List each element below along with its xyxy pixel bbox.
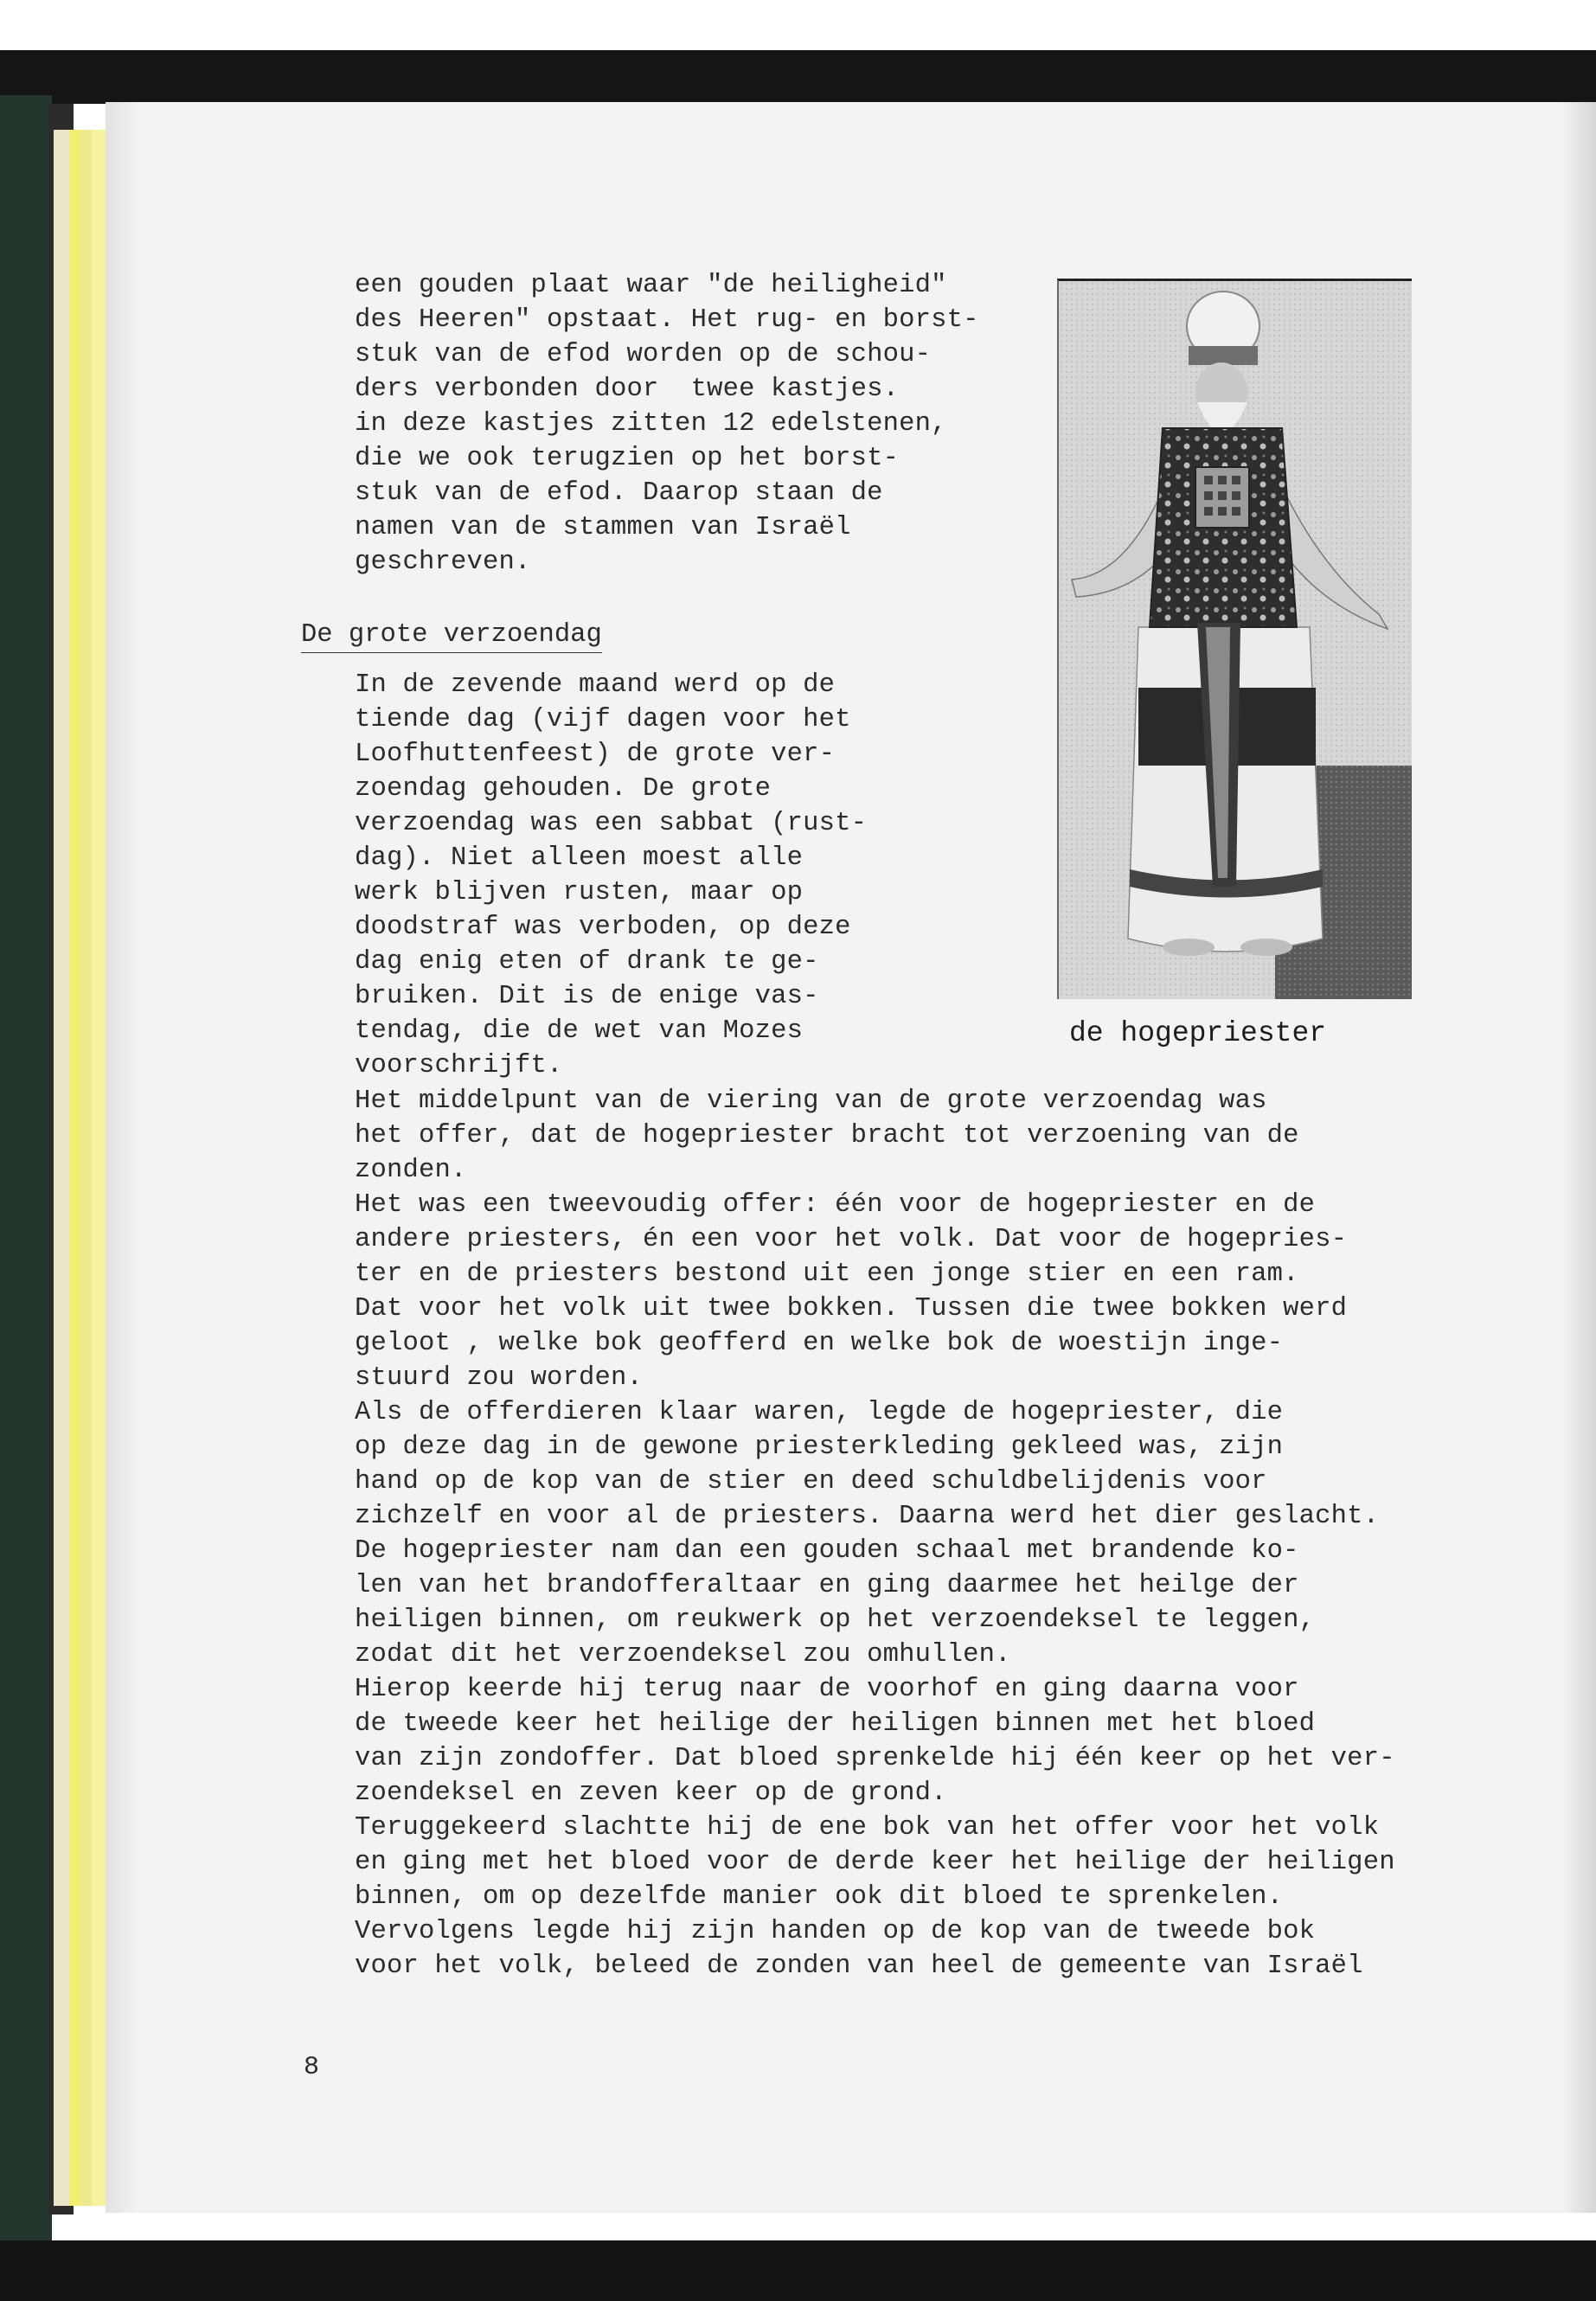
text-line: doodstraf was verboden, op deze (355, 913, 851, 942)
text-line: Dat voor het volk uit twee bokken. Tussen die twee bokken werd (355, 1294, 1348, 1324)
text-line: geloot , welke bok geofferd en welke bok de woestijn inge- (355, 1329, 1284, 1358)
scan-bottom-edge (0, 2240, 1596, 2301)
high-priest-illustration (1059, 281, 1412, 999)
text-line: des Heeren" opstaat. Het rug- en borst- (355, 305, 979, 335)
text-line: voorschrijft. (355, 1051, 563, 1080)
text-line: ter en de priesters bestond uit een jonge stier en een ram. (355, 1259, 1299, 1289)
text-line: hand op de kop van de stier en deed schuldbelijdenis voor (355, 1467, 1267, 1497)
text-line: werk blijven rusten, maar op (355, 878, 804, 907)
text-line: zoendeksel en zeven keer op de grond. (355, 1779, 947, 1808)
page-number: 8 (304, 2053, 320, 2082)
text-line: Vervolgens legde hij zijn handen op de kop van de tweede bok (355, 1917, 1316, 1946)
text-line: voor het volk, beleed de zonden van heel de gemeente van Israël (355, 1952, 1363, 1981)
text-line: zonden. (355, 1156, 467, 1185)
scan-top-edge (0, 50, 1596, 104)
text-line: en ging met het bloed voor de derde keer het heilige der heiligen (355, 1848, 1395, 1877)
page-shadow (1561, 102, 1596, 2213)
text-line: zoendag gehouden. De grote (355, 774, 772, 804)
text-line: andere priesters, én een voor het volk. Dat voor de hogepries- (355, 1225, 1348, 1254)
text-line: die we ook terugzien op het borst- (355, 444, 900, 473)
text-line: De hogepriester nam dan een gouden schaal met brandende ko- (355, 1536, 1299, 1566)
text-line: bruiken. Dit is de enige vas- (355, 982, 819, 1011)
text-line: len van het brandofferaltaar en ging daarmee het heilge der (355, 1571, 1299, 1600)
photo-caption: de hogepriester (1069, 1017, 1327, 1049)
text-line: dag enig eten of drank te ge- (355, 947, 819, 977)
text-line: In de zevende maand werd op de (355, 670, 836, 700)
text-line: binnen, om op dezelfde manier ook dit bloed te sprenkelen. (355, 1882, 1284, 1912)
text-line: dag). Niet alleen moest alle (355, 843, 804, 873)
text-line: ders verbonden door twee kastjes. (355, 375, 900, 404)
section-heading: De grote verzoendag (301, 618, 602, 653)
text-line: in deze kastjes zitten 12 edelstenen, (355, 409, 947, 439)
text-line: stuk van de efod. Daarop staan de (355, 478, 883, 508)
text-line: van zijn zondoffer. Dat bloed sprenkelde hij één keer op het ver- (355, 1744, 1395, 1773)
text-line: Het middelpunt van de viering van de grote verzoendag was (355, 1086, 1267, 1116)
text-line: een gouden plaat waar "de heiligheid" (355, 271, 947, 300)
text-line: namen van de stammen van Israël (355, 513, 851, 542)
text-line: heiligen binnen, om reukwerk op het verzoendeksel te leggen, (355, 1606, 1316, 1635)
text-line: Loofhuttenfeest) de grote ver- (355, 740, 836, 769)
text-line: Het was een tweevoudig offer: één voor de hogepriester en de (355, 1190, 1316, 1220)
text-line: Hierop keerde hij terug naar de voorhof en ging daarna voor (355, 1675, 1299, 1704)
high-priest-photo (1057, 279, 1412, 999)
text-line: op deze dag in de gewone priesterkleding gekleed was, zijn (355, 1433, 1284, 1462)
text-line: stuurd zou worden. (355, 1363, 644, 1393)
text-line: verzoendag was een sabbat (rust- (355, 809, 868, 838)
book-cover (0, 95, 52, 2240)
text-line: zichzelf en voor al de priesters. Daarna werd het dier geslacht. (355, 1502, 1380, 1531)
page-edges (54, 130, 106, 2206)
text-line: de tweede keer het heilige der heiligen binnen met het bloed (355, 1709, 1316, 1739)
text-line: Als de offerdieren klaar waren, legde de hogepriester, die (355, 1398, 1284, 1427)
text-line: Teruggekeerd slachtte hij de ene bok van het offer voor het volk (355, 1813, 1380, 1843)
text-line: stuk van de efod worden op de schou- (355, 340, 932, 369)
text-line: tiende dag (vijf dagen voor het (355, 705, 851, 734)
text-line: het offer, dat de hogepriester bracht tot verzoening van de (355, 1121, 1299, 1150)
text-line: tendag, die de wet van Mozes (355, 1016, 804, 1046)
text-line: zodat dit het verzoendeksel zou omhullen. (355, 1640, 1011, 1670)
text-line: geschreven. (355, 548, 531, 577)
